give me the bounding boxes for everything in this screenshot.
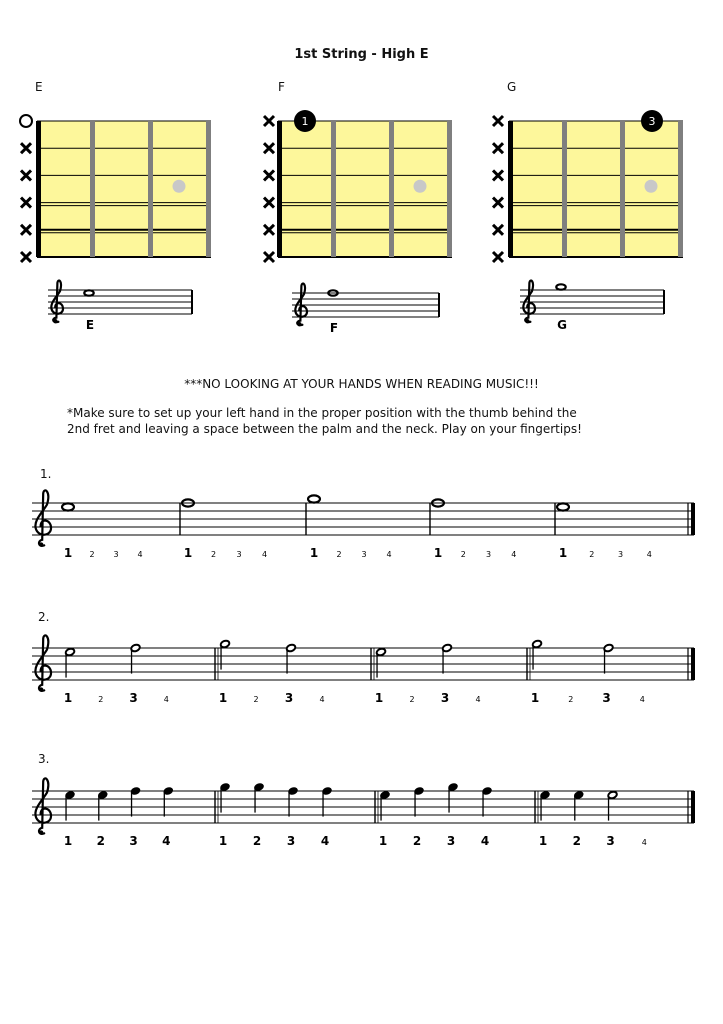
count-number: 4 [646, 550, 652, 559]
quarter-note-e [65, 791, 76, 821]
muted-string-x-icon [21, 225, 31, 235]
fret-bar [331, 121, 336, 257]
muted-string-x-icon [264, 225, 274, 235]
count-number: 1 [530, 691, 540, 705]
half-note-f [130, 644, 141, 674]
count-number: 4 [137, 550, 143, 559]
muted-string-x-icon [21, 143, 31, 153]
exercise-staff-1 [32, 490, 695, 560]
exercise-staff-3 [32, 778, 695, 848]
quarter-note-f [163, 787, 174, 817]
count-number: 4 [386, 550, 392, 559]
chord-staff-g [520, 281, 664, 332]
quarter-note-f [130, 787, 141, 817]
count-number: 3 [236, 550, 242, 559]
half-note-g [220, 640, 231, 670]
muted-string-x-icon [21, 170, 31, 180]
count-number: 2 [460, 550, 466, 559]
count-number: 4 [480, 834, 490, 848]
count-number: 1 [374, 691, 384, 705]
quarter-note-g [220, 783, 231, 813]
muted-string-x-icon [493, 143, 503, 153]
count-number: 1 [218, 834, 228, 848]
muted-string-x-icon [493, 225, 503, 235]
final-bar-line-thick [691, 791, 695, 823]
finger-number: 3 [648, 115, 656, 128]
quarter-note-e [540, 791, 551, 821]
count-number: 2 [589, 550, 595, 559]
count-number: 4 [261, 550, 268, 559]
chord-name-f: F [278, 80, 285, 94]
muted-string-x-icon [264, 198, 274, 208]
quarter-note-e [573, 791, 584, 821]
count-number: 3 [129, 691, 138, 705]
note-letter-label: F [329, 321, 339, 335]
quarter-note-f [288, 787, 299, 817]
muted-string-x-icon [493, 116, 503, 126]
quarter-note-e [380, 791, 391, 821]
quarter-note-e [97, 791, 108, 821]
fretboard-g [493, 110, 683, 262]
fret-bar [148, 121, 153, 257]
count-number: 1 [183, 546, 193, 560]
half-note-g [532, 640, 543, 670]
count-number: 2 [336, 550, 342, 559]
count-number: 2 [96, 834, 105, 848]
count-number: 2 [253, 695, 259, 704]
count-number: 1 [433, 546, 443, 560]
chord-name-e: E [35, 80, 43, 94]
count-number: 2 [409, 695, 415, 704]
muted-string-x-icon [264, 252, 274, 262]
half-note-e [65, 648, 76, 678]
muted-string-x-icon [264, 170, 274, 180]
count-number: 3 [446, 834, 456, 848]
fretboard-e [20, 115, 211, 262]
count-number: 1 [218, 691, 228, 705]
count-number: 3 [129, 834, 138, 848]
count-number: 4 [163, 695, 169, 704]
quarter-note-f [414, 787, 425, 817]
nut [277, 121, 282, 257]
open-string-circle-icon [20, 115, 32, 127]
count-number: 1 [378, 834, 388, 848]
quarter-note-f [322, 787, 333, 817]
half-note-f [603, 644, 614, 674]
muted-string-x-icon [21, 252, 31, 262]
fret-bar [562, 121, 567, 257]
whole-note-e [84, 290, 93, 295]
muted-string-x-icon [264, 143, 274, 153]
count-number: 3 [361, 550, 367, 559]
count-number: 4 [475, 695, 481, 704]
fretboard-f [264, 110, 452, 262]
count-number: 3 [617, 550, 624, 559]
count-number: 3 [485, 550, 492, 559]
quarter-note-g [254, 783, 265, 813]
exercise-number-3: 3. [38, 752, 50, 766]
muted-string-x-icon [21, 198, 31, 208]
count-number: 3 [286, 834, 296, 848]
fret-bar [90, 121, 95, 257]
whole-note-e [557, 503, 569, 510]
fret-marker-dot [645, 180, 658, 193]
count-number: 1 [63, 546, 73, 560]
count-number: 4 [162, 834, 171, 848]
notice-text: ***NO LOOKING AT YOUR HANDS WHEN READING MUSIC!!! [184, 377, 539, 391]
whole-note-g [308, 495, 320, 502]
fret-marker-dot [414, 180, 427, 193]
count-number: 1 [558, 546, 568, 560]
muted-string-x-icon [493, 252, 503, 262]
finger-number: 1 [301, 115, 309, 128]
count-number: 2 [252, 834, 262, 848]
count-number: 1 [309, 546, 319, 560]
count-number: 2 [412, 834, 422, 848]
muted-string-x-icon [493, 198, 503, 208]
chord-name-g: G [507, 80, 517, 94]
half-note-e [376, 648, 387, 678]
fret-marker-dot [173, 180, 186, 193]
fret-bar [620, 121, 625, 257]
exercise-staff-2 [32, 635, 695, 705]
count-number: 4 [641, 838, 647, 847]
count-number: 4 [511, 550, 517, 559]
tip-line-2: 2nd fret and leaving a space between the palm and the neck. Play on your fingertips! [67, 422, 582, 436]
count-number: 2 [89, 550, 95, 559]
quarter-note-g [448, 783, 459, 813]
half-note-f [442, 644, 453, 674]
final-bar-line-thick [691, 648, 695, 680]
count-number: 2 [568, 695, 574, 704]
fret-bar [206, 121, 211, 257]
muted-string-x-icon [493, 170, 503, 180]
count-number: 4 [320, 834, 330, 848]
half-note-f [286, 644, 297, 674]
whole-note-e [62, 503, 74, 510]
fret-bar [678, 121, 683, 257]
tip-line-1: *Make sure to set up your left hand in the proper position with the thumb behind the [67, 406, 577, 420]
count-number: 3 [606, 834, 615, 848]
count-number: 2 [98, 695, 104, 704]
whole-note-g [556, 284, 565, 289]
exercise-number-2: 2. [38, 610, 50, 624]
count-number: 1 [63, 691, 73, 705]
quarter-note-f [482, 787, 493, 817]
count-number: 3 [284, 691, 294, 705]
count-number: 3 [602, 691, 611, 705]
fret-bar [389, 121, 394, 257]
note-letter-label: E [85, 318, 95, 332]
count-number: 1 [538, 834, 548, 848]
page-title: 1st String - High E [294, 47, 429, 62]
count-number: 2 [210, 550, 217, 559]
exercise-number-1: 1. [40, 467, 52, 481]
chord-staff-e [48, 281, 192, 332]
muted-string-x-icon [264, 116, 274, 126]
nut [36, 121, 41, 257]
nut [508, 121, 513, 257]
final-bar-line-thick [691, 503, 695, 535]
count-number: 4 [319, 695, 325, 704]
note-letter-label: G [557, 318, 567, 332]
half-note-e [607, 791, 618, 821]
chord-staff-f [292, 284, 439, 335]
count-number: 4 [639, 695, 645, 704]
count-number: 3 [113, 550, 119, 559]
fret-bar [447, 121, 452, 257]
count-number: 1 [63, 834, 73, 848]
count-number: 2 [572, 834, 581, 848]
count-number: 3 [440, 691, 450, 705]
